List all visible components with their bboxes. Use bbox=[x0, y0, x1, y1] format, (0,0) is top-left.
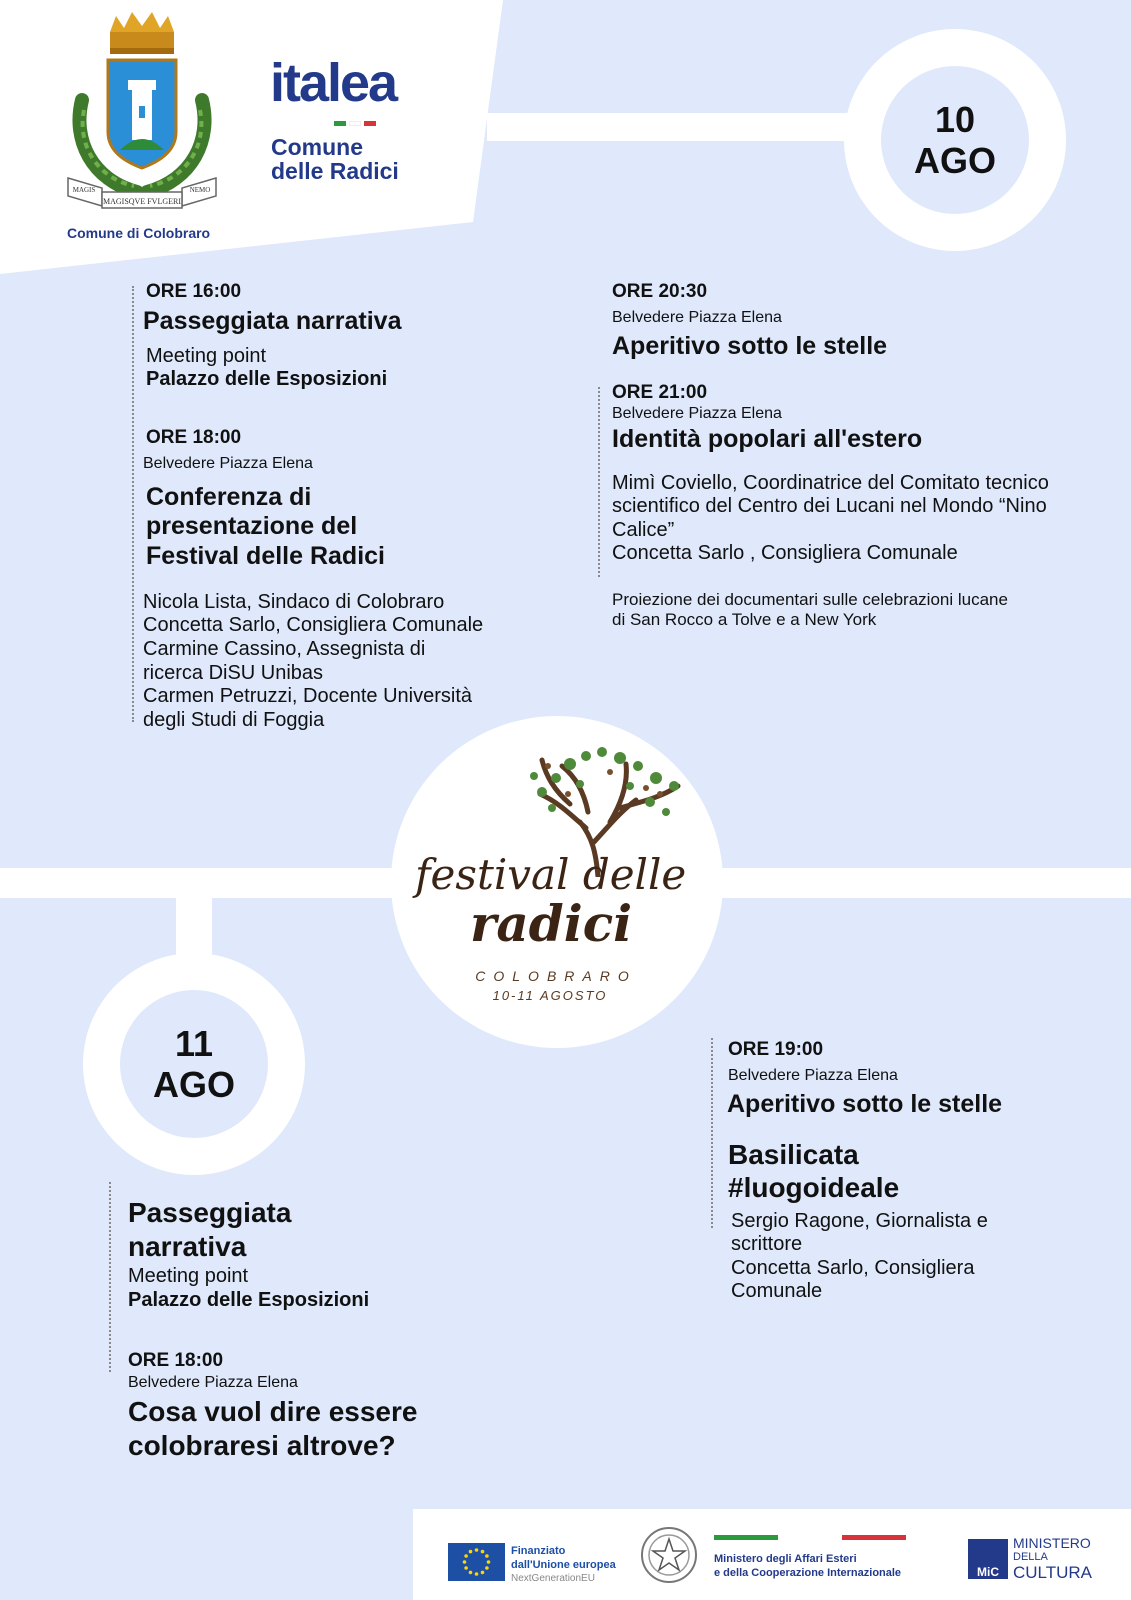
maeci-text-1: Ministero degli Affari Esteri bbox=[714, 1553, 857, 1565]
day2-circle bbox=[83, 953, 305, 1175]
italea-sub2: delle Radici bbox=[271, 158, 399, 184]
eu-text-3: NextGenerationEU bbox=[511, 1573, 595, 1584]
event-time: ORE 19:00 bbox=[728, 1039, 824, 1060]
speaker: Nicola Lista, Sindaco di Colobraro bbox=[143, 590, 445, 613]
day2-num: 11 bbox=[174, 1022, 214, 1064]
day2-right-dotted-line bbox=[711, 1038, 713, 1228]
day1-event-1800 bbox=[143, 427, 533, 732]
colobraro-coat-of-arms-icon bbox=[62, 10, 222, 220]
comune-label: Comune di Colobraro bbox=[67, 225, 211, 241]
event-title: Aperitivo sotto le stelle bbox=[727, 1090, 1003, 1118]
day2-date bbox=[120, 990, 268, 1138]
event-time: ORE 21:00 bbox=[612, 382, 708, 403]
event-title: Identità popolari all'estero bbox=[612, 425, 923, 453]
timeline-bar-top bbox=[487, 113, 887, 141]
event-speakers bbox=[143, 591, 533, 733]
event-place: Belvedere Piazza Elena bbox=[128, 1374, 298, 1391]
eu-text-2: dall'Unione europea bbox=[511, 1559, 616, 1571]
mic-text-1: MINISTERO bbox=[1013, 1535, 1091, 1551]
speaker: Concetta Sarlo , Consigliera Comunale bbox=[612, 542, 958, 565]
event-place: Belvedere Piazza Elena bbox=[612, 309, 782, 326]
day1-circle bbox=[844, 29, 1066, 251]
day1-event-2030 bbox=[612, 281, 1052, 362]
festival-title-line2: radici bbox=[470, 894, 633, 953]
festival-title-line1: festival delle bbox=[415, 850, 687, 899]
speaker: Concetta Sarlo, Consigliera Comunale bbox=[143, 614, 484, 637]
day2-event-1800 bbox=[128, 1350, 448, 1462]
mic-badge-text: MiC bbox=[977, 1565, 999, 1579]
day1-num: 10 bbox=[934, 98, 976, 140]
speaker: Concetta Sarlo, Consigliera Comunale bbox=[731, 1256, 975, 1303]
speaker: Carmen Petruzzi, Docente Università degli Studi di Foggia bbox=[143, 685, 473, 731]
mic-badge-icon bbox=[968, 1539, 1008, 1579]
coat-motto: MAGISQVE FVLGERI bbox=[103, 197, 181, 206]
day1-date bbox=[881, 66, 1029, 214]
speaker: Mimì Coviello, Coordinatrice del Comitato tecnico scientifico del Centro dei Lucani nel Mondo “Nino Calice” bbox=[612, 471, 1049, 541]
maeci-flag-stripe-green bbox=[714, 1535, 778, 1540]
italea-logo: italea bbox=[270, 53, 397, 113]
italea-sub1: Comune bbox=[271, 134, 363, 160]
festival-town: COLOBRARO bbox=[475, 968, 637, 984]
event-place: Belvedere Piazza Elena bbox=[143, 455, 313, 472]
event-meeting: Meeting point bbox=[128, 1265, 249, 1288]
event-meeting: Meeting point bbox=[146, 344, 267, 367]
maeci-text-2: e della Cooperazione Internazionale bbox=[714, 1567, 902, 1579]
event-place: Belvedere Piazza Elena bbox=[728, 1067, 898, 1084]
coat-side-right: NEMO bbox=[189, 186, 211, 194]
day2-month: AGO bbox=[152, 1064, 235, 1105]
event-time: ORE 18:00 bbox=[146, 427, 242, 448]
event-title: Passeggiata narrativa bbox=[128, 1197, 292, 1262]
day1-month: AGO bbox=[913, 140, 996, 181]
festival-dates: 10-11 AGOSTO bbox=[492, 988, 608, 1003]
event-time: ORE 18:00 bbox=[128, 1350, 224, 1371]
eu-stars-icon bbox=[448, 1543, 505, 1581]
day2-event-1900 bbox=[728, 1039, 1068, 1304]
day1-event-2100 bbox=[612, 382, 1052, 631]
speaker: Sergio Ragone, Giornalista e scrittore bbox=[731, 1209, 988, 1256]
event-title: Conferenza di presentazione del Festival delle Radici bbox=[146, 483, 385, 570]
event-time: ORE 16:00 bbox=[146, 281, 242, 302]
day2-left-dotted-line bbox=[109, 1182, 111, 1372]
day1-event-1600 bbox=[143, 281, 526, 392]
event-title: Passeggiata narrativa bbox=[143, 307, 402, 335]
mic-text-2: DELLA bbox=[1013, 1551, 1048, 1563]
eu-text-1: Finanziato bbox=[511, 1545, 566, 1557]
maeci-flag-stripe-red bbox=[842, 1535, 906, 1540]
eu-flag-icon bbox=[448, 1543, 505, 1581]
timeline-connector bbox=[176, 880, 212, 960]
day1-right-dotted-line bbox=[598, 387, 600, 577]
day2-event-passeggiata bbox=[128, 1192, 448, 1312]
event-speakers bbox=[612, 472, 1052, 566]
italea-flag-icon bbox=[334, 121, 376, 126]
event-place: Palazzo delle Esposizioni bbox=[128, 1288, 370, 1311]
day1-left-dotted-line bbox=[132, 286, 134, 722]
event-subtitle: Basilicata #luogoideale bbox=[728, 1138, 900, 1203]
event-note: Proiezione dei documentari sulle celebrazioni lucane di San Rocco a Tolve e a New York bbox=[612, 589, 1008, 630]
event-title: Cosa vuol dire essere colobraresi altrove? bbox=[128, 1396, 418, 1461]
coat-side-left: MAGIS bbox=[72, 186, 96, 194]
speaker: Carmine Cassino, Assegnista di ricerca DiSU Unibas bbox=[143, 637, 426, 684]
event-time: ORE 20:30 bbox=[612, 281, 708, 302]
event-speakers bbox=[731, 1210, 1068, 1304]
italian-emblem-icon bbox=[639, 1523, 699, 1587]
event-title: Aperitivo sotto le stelle bbox=[612, 332, 888, 360]
mic-text-3: CULTURA bbox=[1013, 1563, 1093, 1582]
event-place: Palazzo delle Esposizioni bbox=[146, 368, 388, 391]
event-place: Belvedere Piazza Elena bbox=[612, 405, 782, 422]
footer-logos bbox=[413, 1509, 1131, 1600]
